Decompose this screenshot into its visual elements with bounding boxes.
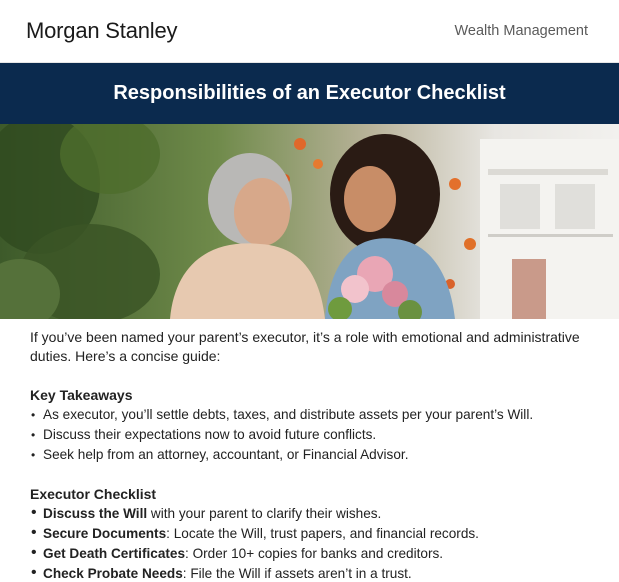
list-item: • Seek help from an attorney, accountant, or Financial Advisor.: [30, 445, 600, 465]
checklist-list: [30, 504, 600, 582]
item-text: : File the Will if assets aren’t in a trust.: [182, 566, 412, 581]
item-keyword: Secure Documents: [43, 526, 167, 541]
list-item: [30, 504, 600, 524]
hero-image: [0, 124, 619, 319]
main-content: [30, 328, 600, 582]
item-keyword: Discuss the Will: [43, 506, 148, 521]
top-header: [0, 0, 619, 63]
hero-photo-illustration: [0, 124, 619, 319]
division-label: Wealth Management: [454, 23, 588, 39]
list-item: [30, 524, 600, 544]
item-keyword: Check Probate Needs: [43, 566, 183, 581]
item-text: with your parent to clarify their wishes.: [147, 506, 382, 521]
key-takeaways-heading: Key Takeaways: [30, 387, 133, 403]
brand-logo[interactable]: Morgan Stanley: [26, 18, 178, 43]
list-item: • As executor, you’ll settle debts, taxes, and distribute assets per your parent’s Will.: [30, 405, 600, 425]
intro-paragraph: If you’ve been named your parent’s executor, it’s a role with emotional and administrative duties. Here’s a concise guide:: [30, 329, 580, 364]
list-item: • Discuss their expectations now to avoid future conflicts.: [30, 425, 600, 445]
checklist-heading: Executor Checklist: [30, 486, 157, 502]
item-text: : Locate the Will, trust papers, and financial records.: [166, 526, 479, 541]
title-banner: [0, 63, 619, 124]
item-text: : Order 10+ copies for banks and creditors.: [185, 546, 444, 561]
key-takeaways-list: [30, 405, 600, 465]
list-item: [30, 544, 600, 564]
page-title: Responsibilities of an Executor Checklist: [113, 82, 506, 104]
list-item: [30, 564, 600, 582]
item-keyword: Get Death Certificates: [43, 546, 186, 561]
